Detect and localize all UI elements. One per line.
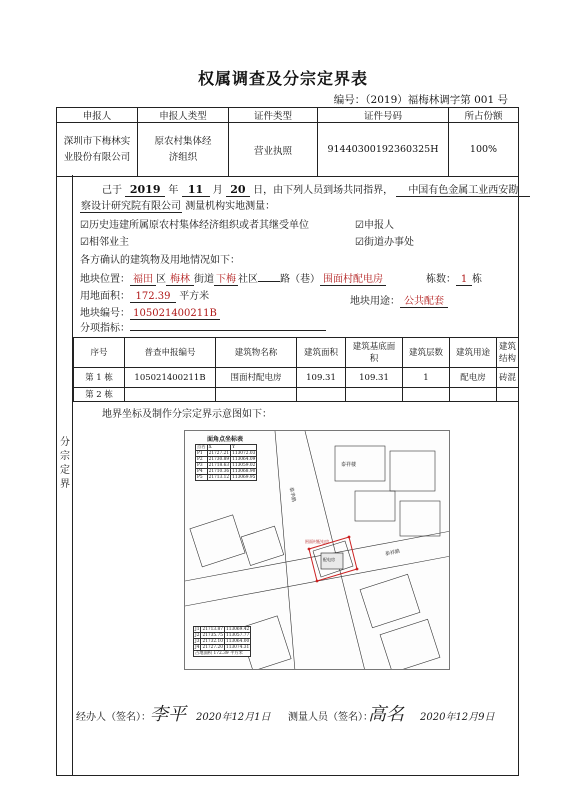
cc: 21735.75 (202, 633, 223, 638)
cell: 砖混 (497, 368, 519, 388)
use-value: 公共配套 (400, 292, 448, 308)
building-table (73, 337, 519, 402)
count-label: 栋数： (426, 274, 456, 285)
bh-floors: 建筑层数 (403, 338, 450, 368)
applicant-row (57, 123, 519, 177)
intro-month: 11 (182, 183, 210, 197)
cc: 113068.90 (232, 469, 256, 474)
cc: 113064.09 (232, 457, 256, 462)
applicant-table (56, 107, 519, 177)
cc: J2 (195, 633, 200, 638)
parcel-label: 地块编号： (80, 308, 130, 319)
cc: 113074.31 (225, 645, 250, 650)
area-line (80, 287, 209, 303)
area-label: 用地面积： (80, 291, 130, 302)
share: 100% (449, 123, 519, 177)
cc: 21730.89 (208, 457, 230, 462)
col-cert-no: 证件号码 (318, 108, 449, 123)
parcel-value: 105021400211B (130, 308, 220, 320)
count-value: 1 (456, 274, 472, 286)
map-label: 泰祥路 (384, 548, 401, 558)
cell: 配电房 (450, 368, 497, 388)
split-label: 分项指标： (80, 323, 130, 334)
cc: 21713.87 (202, 627, 223, 632)
cc: 21727.20 (202, 645, 223, 650)
col-applicant: 申报人 (57, 108, 138, 123)
split-line (80, 319, 326, 334)
coord-table-title: 面角点坐标表 (207, 436, 244, 443)
intro-day: 20 (226, 183, 250, 197)
cell (450, 388, 497, 402)
cc: P5 (196, 475, 208, 481)
area-note: 占地面积 172.39 平方米 (194, 651, 251, 657)
surveyor-date: 2020年12月9日 (420, 712, 495, 723)
cc: 113069.95 (232, 475, 256, 480)
cell (216, 388, 297, 402)
intro-day-suffix: 日，由下列人员到场共同指界， (253, 185, 394, 196)
applicant-name: 深圳市下梅林实业股份有限公司 (57, 123, 138, 177)
location-district: 福田 (130, 270, 156, 286)
road-suffix: 路（巷） (280, 274, 320, 285)
cell: 第 2 栋 (74, 388, 125, 402)
cc: 113072.03 (232, 451, 256, 456)
bh-base-area: 建筑基底面积 (346, 338, 403, 368)
cc: P1 (196, 451, 208, 457)
cc: 21718.63 (208, 463, 230, 468)
cc: J4 (195, 645, 200, 650)
cc: 113069.42 (225, 627, 250, 632)
map-label: 配电房 (323, 557, 335, 562)
location-street: 梅林 (166, 270, 194, 286)
side-label: 分宗定界 (60, 437, 70, 490)
intro-year-suffix: 年 (168, 185, 179, 196)
area-unit: 平方米 (179, 291, 210, 302)
cc: 21713.12 (208, 475, 230, 480)
map-label: 泰祥楼 (341, 462, 357, 468)
cert-type: 营业执照 (229, 123, 318, 177)
count-suffix: 栋 (472, 274, 482, 285)
surveyor-label: 测量人员（签名）： (288, 712, 373, 723)
cc: 21710.36 (208, 469, 230, 474)
split-value (130, 330, 326, 331)
applicant-type: 原农村集体经济组织 (138, 123, 229, 177)
cell: 第 1 栋 (74, 368, 125, 388)
ch: X (207, 445, 231, 451)
cell (346, 388, 403, 402)
cc: P4 (196, 469, 208, 475)
community-suffix: 社区 (238, 274, 258, 285)
intro-year: 2019 (125, 183, 165, 197)
party-item-3: ☑相邻业主 (80, 237, 129, 248)
party-item-1: ☑历史违建所属原农村集体经济组织或者其继受单位 (80, 220, 309, 231)
bh-area: 建筑面积 (297, 338, 346, 368)
bh-use: 建筑用途 (450, 338, 497, 368)
cc: 113057.77 (225, 633, 250, 638)
map-label: 泰华路 (287, 486, 297, 503)
cell: 109.31 (346, 368, 403, 388)
cc: 21727.21 (208, 451, 230, 456)
location-place: 围面村配电房 (320, 270, 386, 286)
ch: 点名 (197, 445, 206, 450)
intro-prefix: 己于 (102, 185, 122, 196)
col-applicant-type: 申报人类型 (138, 108, 229, 123)
ch: Y (231, 445, 257, 451)
bh-name: 建筑物名称 (216, 338, 297, 368)
handler-label: 经办人（签名）： (76, 712, 151, 723)
coord-table-bottom (193, 626, 251, 657)
form-title: 权属调查及分宗定界表 (197, 69, 368, 88)
cell (403, 388, 450, 402)
bh-seq: 序号 (74, 338, 125, 368)
site-map (184, 430, 450, 670)
surveyor-signature: 高名 (368, 704, 404, 725)
survey-org-part2: 察设计研究院有限公司 (80, 197, 182, 213)
cell: 105021400211B (125, 368, 216, 388)
building-count (426, 270, 482, 286)
party-item-2: ☑申报人 (355, 220, 394, 231)
table-row (74, 388, 519, 402)
cc: P3 (196, 463, 208, 469)
handler-signature: 李平 (150, 704, 186, 725)
cell (497, 388, 519, 402)
survey-org-part1: 中国有色金属工业西安勘 (396, 181, 530, 197)
confirm-line: 各方确认的建筑物及用地情况如下： (80, 255, 240, 266)
map-caption: 地界坐标及制作分宗定界示意图如下： (102, 409, 272, 420)
document-number: 编号：（2019）福梅林调字第 001 号 (333, 94, 508, 106)
table-row (74, 368, 519, 388)
intro-line-2 (80, 197, 275, 213)
cert-number: 91440300192360325H (318, 123, 449, 177)
bh-structure: 建筑结构 (497, 338, 519, 368)
location-community: 下梅 (214, 270, 238, 286)
cc: 21732.10 (202, 639, 223, 644)
building-table-header (74, 338, 519, 368)
coord-table-top (195, 444, 257, 481)
cell: 109.31 (297, 368, 346, 388)
col-share: 所占份额 (449, 108, 519, 123)
cell (297, 388, 346, 402)
location-line (80, 270, 386, 286)
cell (125, 388, 216, 402)
cell: 围面村配电房 (216, 368, 297, 388)
map-label: 围面村配电房 (305, 539, 329, 544)
use-line (350, 292, 448, 308)
intro-month-suffix: 月 (212, 185, 223, 196)
street-suffix: 街道 (194, 274, 214, 285)
parcel-line (80, 304, 220, 320)
location-road (258, 281, 280, 282)
area-value: 172.39 (130, 291, 176, 303)
cc: J3 (195, 639, 200, 644)
cell: 1 (403, 368, 450, 388)
cc: J1 (195, 627, 200, 632)
cc: 113059.02 (232, 463, 256, 468)
handler-date: 2020年12月1日 (196, 712, 271, 723)
col-cert-type: 证件类型 (229, 108, 318, 123)
location-label: 地块位置： (80, 274, 130, 285)
cc: P2 (196, 457, 208, 463)
district-suffix: 区 (156, 274, 166, 285)
intro-line (102, 181, 530, 197)
use-label: 地块用途： (350, 296, 400, 307)
applicant-table-header (57, 108, 519, 123)
cc: 113064.00 (225, 639, 250, 644)
survey-suffix: 测量机构实地测量： (185, 201, 276, 212)
bh-code: 普查申报编号 (125, 338, 216, 368)
party-item-4: ☑街道办事处 (355, 237, 414, 248)
